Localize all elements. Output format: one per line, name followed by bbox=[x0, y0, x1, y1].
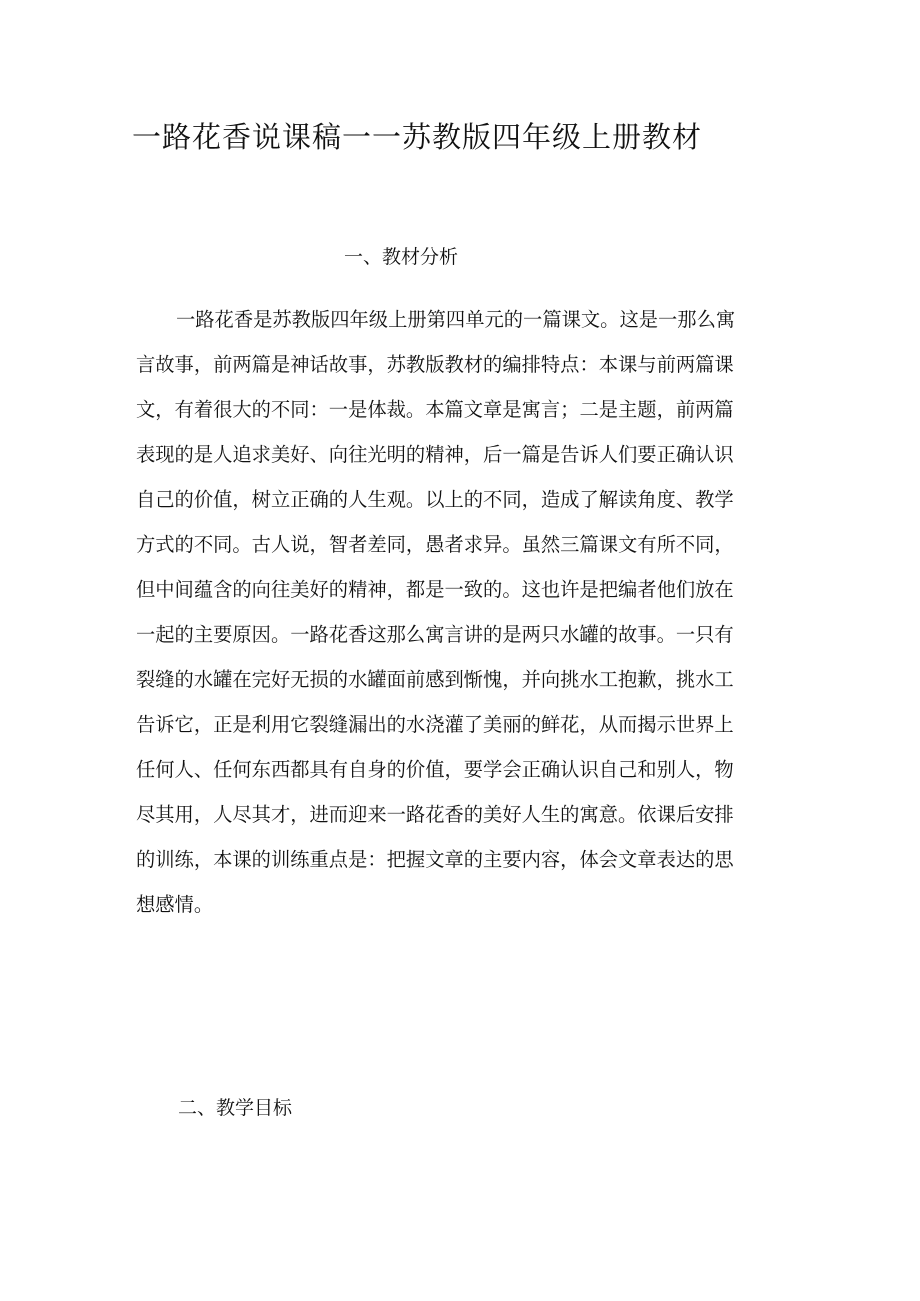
paragraph-line: 一路花香是苏教版四年级上册第四单元的一篇课文。这是一那么寓 bbox=[176, 308, 736, 331]
document-title: 一路花香说课稿一一苏教版四年级上册教材 bbox=[132, 120, 703, 154]
paragraph-line: 但中间蕴含的向往美好的精神，都是一致的。这也许是把编者他们放在 bbox=[136, 578, 734, 601]
paragraph-line: 方式的不同。古人说，智者差同，愚者求异。虽然三篇课文有所不同， bbox=[136, 533, 734, 556]
section-heading-teaching-objectives: 二、教学目标 bbox=[178, 1097, 293, 1119]
paragraph-line: 告诉它，正是利用它裂缝漏出的水浇灌了美丽的鲜花，从而揭示世界上 bbox=[136, 713, 734, 736]
paragraph-line: 言故事，前两篇是神话故事，苏教版教材的编排特点：本课与前两篇课 bbox=[136, 353, 734, 376]
paragraph-line: 自己的价值，树立正确的人生观。以上的不同，造成了解读角度、教学 bbox=[136, 488, 734, 511]
paragraph-line: 表现的是人追求美好、向往光明的精神，后一篇是告诉人们要正确认识 bbox=[136, 443, 734, 466]
paragraph-line: 想感情。 bbox=[136, 893, 214, 916]
paragraph-line: 尽其用，人尽其才，进而迎来一路花香的美好人生的寓意。依课后安排 bbox=[136, 803, 734, 826]
paragraph-line: 裂缝的水罐在完好无损的水罐面前感到惭愧，并向挑水工抱歉，挑水工 bbox=[136, 668, 734, 691]
paragraph-line: 的训练，本课的训练重点是：把握文章的主要内容，体会文章表达的思 bbox=[136, 848, 734, 871]
section-heading-teaching-material-analysis: 一、教材分析 bbox=[344, 246, 459, 268]
paragraph-line: 任何人、任何东西都具有自身的价值，要学会正确认识自己和别人，物 bbox=[136, 758, 734, 781]
paragraph-line: 文，有着很大的不同：一是体裁。本篇文章是寓言；二是主题，前两篇 bbox=[136, 398, 734, 421]
paragraph-line: 一起的主要原因。一路花香这那么寓言讲的是两只水罐的故事。一只有 bbox=[136, 623, 734, 646]
section-1-paragraph bbox=[136, 297, 766, 927]
